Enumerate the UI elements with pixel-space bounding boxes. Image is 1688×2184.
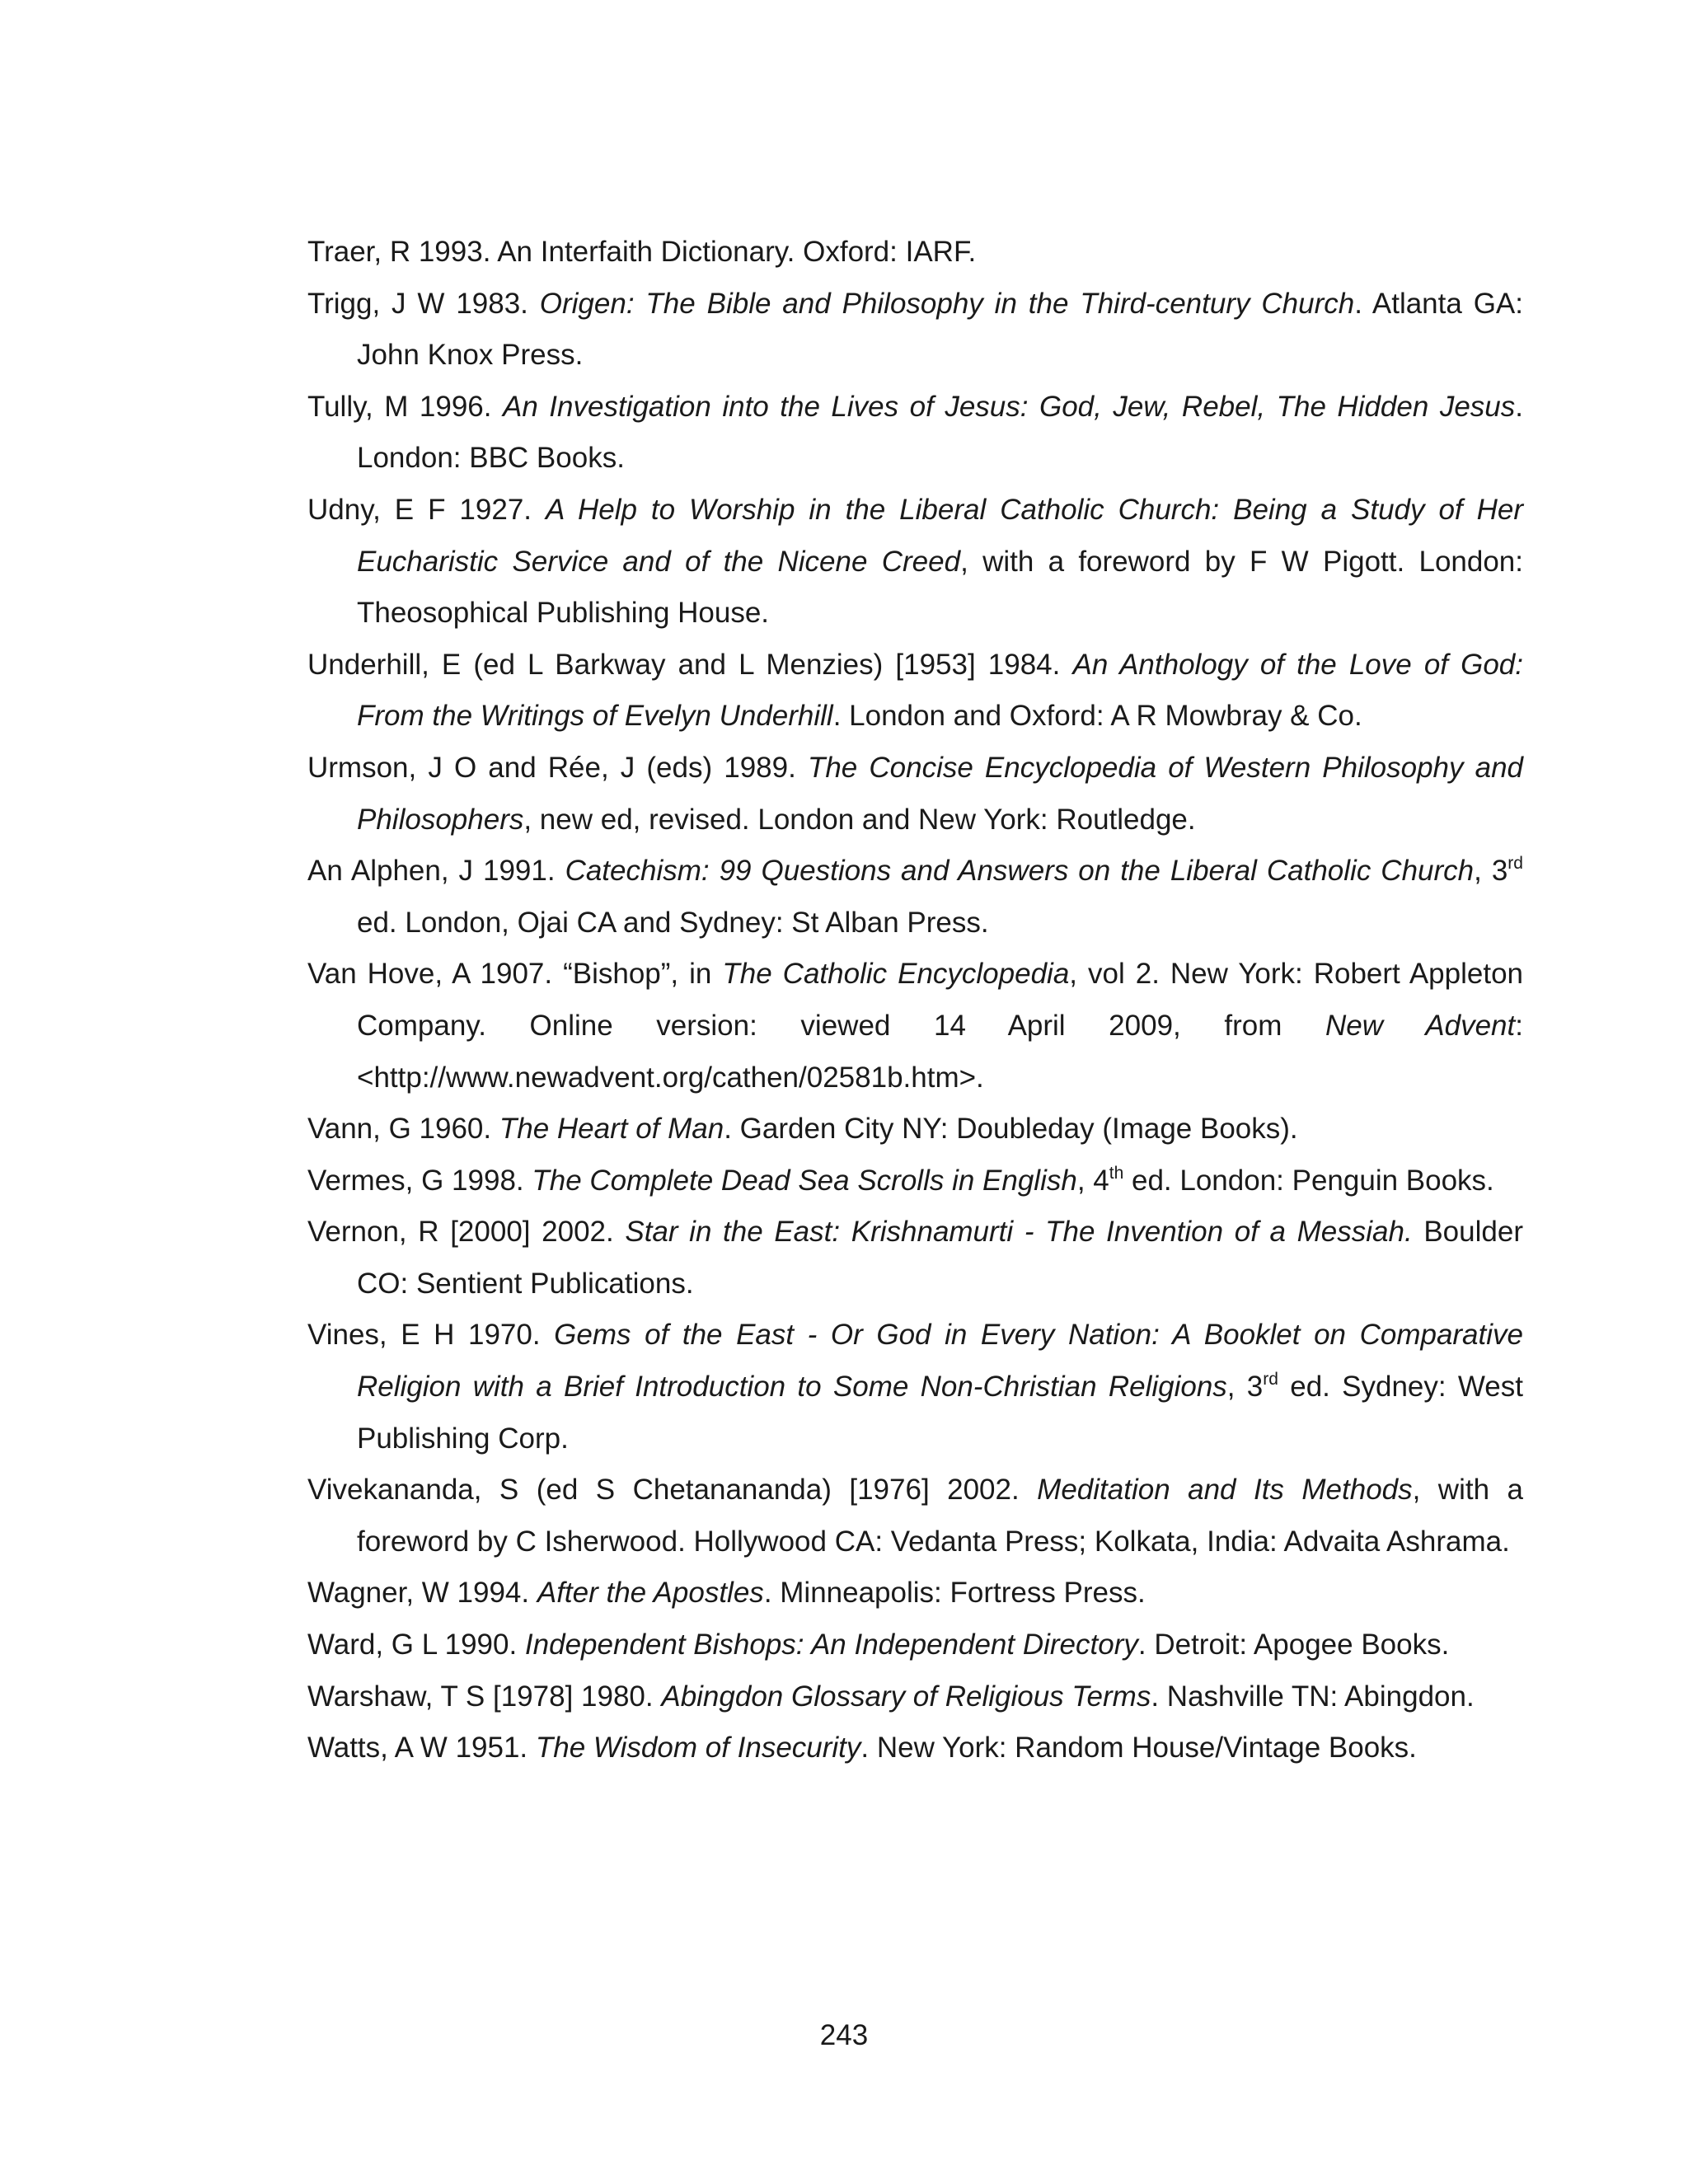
ordinal-suffix: th bbox=[1109, 1163, 1124, 1183]
entry-text: Vermes, G 1998. bbox=[307, 1164, 532, 1197]
entry-text: : <http://www.newadvent.org/cathen/02581b.htm>. bbox=[357, 1009, 1523, 1094]
entry-text: ed. Sydney: West Publishing Corp. bbox=[357, 1371, 1523, 1455]
entry-text: . Garden City NY: Doubleday (Image Books). bbox=[724, 1113, 1298, 1146]
work-title: Star in the East: Krishnamurti - The Invention of a Messiah. bbox=[625, 1216, 1413, 1249]
entry-text: . London: BBC Books. bbox=[357, 390, 1523, 475]
bibliography-entry bbox=[307, 640, 1523, 743]
entry-text: . Minneapolis: Fortress Press. bbox=[763, 1577, 1146, 1610]
entry-text: , with a foreword by C Isherwood. Hollywood CA: Vedanta Press; Kolkata, India: Advaita Ashrama. bbox=[357, 1474, 1523, 1558]
work-title: An Anthology of the Love of God: From the Writings of Evelyn Underhill bbox=[357, 648, 1523, 733]
entry-text: , new ed, revised. London and New York: Routledge. bbox=[523, 803, 1196, 836]
entry-text: Tully, M 1996. bbox=[307, 390, 503, 423]
work-title: The Complete Dead Sea Scrolls in English bbox=[532, 1164, 1077, 1197]
entry-text: Vernon, R [2000] 2002. bbox=[307, 1216, 626, 1249]
bibliography-entry bbox=[307, 1722, 1523, 1774]
work-title: Catechism: 99 Questions and Answers on the Liberal Catholic Church bbox=[565, 855, 1475, 888]
work-title: Meditation and Its Methods bbox=[1037, 1474, 1413, 1507]
entry-text: Udny, E F 1927. bbox=[307, 493, 546, 526]
bibliography-entry bbox=[307, 1104, 1523, 1155]
ordinal-suffix: rd bbox=[1263, 1370, 1278, 1390]
entry-text: ed. London, Ojai CA and Sydney: St Alban Press. bbox=[357, 906, 989, 939]
work-title: The Wisdom of Insecurity bbox=[535, 1732, 861, 1765]
entry-text: Urmson, J O and Rée, J (eds) 1989. bbox=[307, 751, 808, 784]
work-title: Gems of the East - Or God in Every Nation: A Booklet on Comparative Religion with a Brief Introduction to Some Non-Christian Religions bbox=[357, 1319, 1523, 1404]
entry-text: . London and Oxford: A R Mowbray & Co. bbox=[832, 700, 1362, 733]
entry-text: Warshaw, T S [1978] 1980. bbox=[307, 1680, 662, 1713]
bibliography-entry bbox=[307, 1671, 1523, 1723]
work-title: Abingdon Glossary of Religious Terms bbox=[661, 1680, 1151, 1713]
entry-text: Ward, G L 1990. bbox=[307, 1629, 525, 1661]
work-title: A Help to Worship in the Liberal Catholic Church: Being a Study of Her Eucharistic Service and of the Nicene Creed bbox=[357, 493, 1523, 578]
entry-text: Underhill, E (ed L Barkway and L Menzies) [1953] 1984. bbox=[307, 648, 1073, 681]
bibliography-entry bbox=[307, 1310, 1523, 1465]
bibliography-entry bbox=[307, 485, 1523, 640]
work-title: After the Apostles bbox=[537, 1577, 764, 1610]
entry-text: ed. London: Penguin Books. bbox=[1123, 1164, 1494, 1197]
entry-text: Trigg, J W 1983. bbox=[307, 287, 540, 320]
entry-text: , vol 2. New York: Robert Appleton Company. Online version: viewed 14 April 2009, from bbox=[357, 958, 1523, 1042]
bibliography-entry bbox=[307, 949, 1523, 1104]
bibliography-entry bbox=[307, 279, 1523, 382]
ordinal-suffix: rd bbox=[1507, 854, 1523, 874]
entry-text: Wagner, W 1994. bbox=[307, 1577, 537, 1610]
bibliography-entry bbox=[307, 1207, 1523, 1310]
bibliography-list bbox=[307, 227, 1523, 1774]
entry-text: , 3 bbox=[1474, 855, 1508, 888]
entry-text: Watts, A W 1951. bbox=[307, 1732, 536, 1765]
work-title: The Concise Encyclopedia of Western Philosophy and Philosophers bbox=[357, 751, 1524, 836]
entry-text: . Nashville TN: Abingdon. bbox=[1151, 1680, 1475, 1713]
work-title: Origen: The Bible and Philosophy in the Third-century Church bbox=[539, 287, 1355, 320]
entry-text: An Alphen, J 1991. bbox=[307, 855, 565, 888]
work-title: The Catholic Encyclopedia bbox=[722, 958, 1070, 991]
entry-text: Boulder CO: Sentient Publications. bbox=[357, 1216, 1523, 1300]
bibliography-entry bbox=[307, 382, 1523, 485]
bibliography-entry bbox=[307, 227, 1523, 279]
entry-text: , 4 bbox=[1076, 1164, 1109, 1197]
bibliography-entry bbox=[307, 1465, 1523, 1568]
entry-text: Traer, R 1993. An Interfaith Dictionary. Oxford: IARF. bbox=[307, 236, 977, 268]
entry-text: . New York: Random House/Vintage Books. bbox=[860, 1732, 1417, 1765]
entry-text: . Detroit: Apogee Books. bbox=[1137, 1629, 1450, 1661]
work-title: New Advent bbox=[1325, 1009, 1516, 1042]
bibliography-entry bbox=[307, 1619, 1523, 1671]
work-title: Independent Bishops: An Independent Directory bbox=[524, 1629, 1138, 1661]
bibliography-entry bbox=[307, 1568, 1523, 1619]
work-title: The Heart of Man bbox=[499, 1113, 724, 1146]
entry-text: Van Hove, A 1907. “Bishop”, in bbox=[307, 958, 723, 991]
entry-text: , with a foreword by F W Pigott. London: Theosophical Publishing House. bbox=[357, 545, 1523, 630]
bibliography-entry bbox=[307, 743, 1523, 846]
entry-text: , 3 bbox=[1226, 1371, 1264, 1404]
entry-text: Vann, G 1960. bbox=[307, 1113, 499, 1146]
entry-text: . Atlanta GA: John Knox Press. bbox=[357, 287, 1523, 372]
entry-text: Vines, E H 1970. bbox=[307, 1319, 555, 1352]
bibliography-entry bbox=[307, 846, 1523, 949]
entry-text: Vivekananda, S (ed S Chetanananda) [1976] 2002. bbox=[307, 1474, 1038, 1507]
page-number: 243 bbox=[819, 2019, 869, 2051]
work-title: An Investigation into the Lives of Jesus: God, Jew, Rebel, The Hidden Jesus bbox=[502, 390, 1516, 423]
bibliography-entry bbox=[307, 1155, 1523, 1207]
